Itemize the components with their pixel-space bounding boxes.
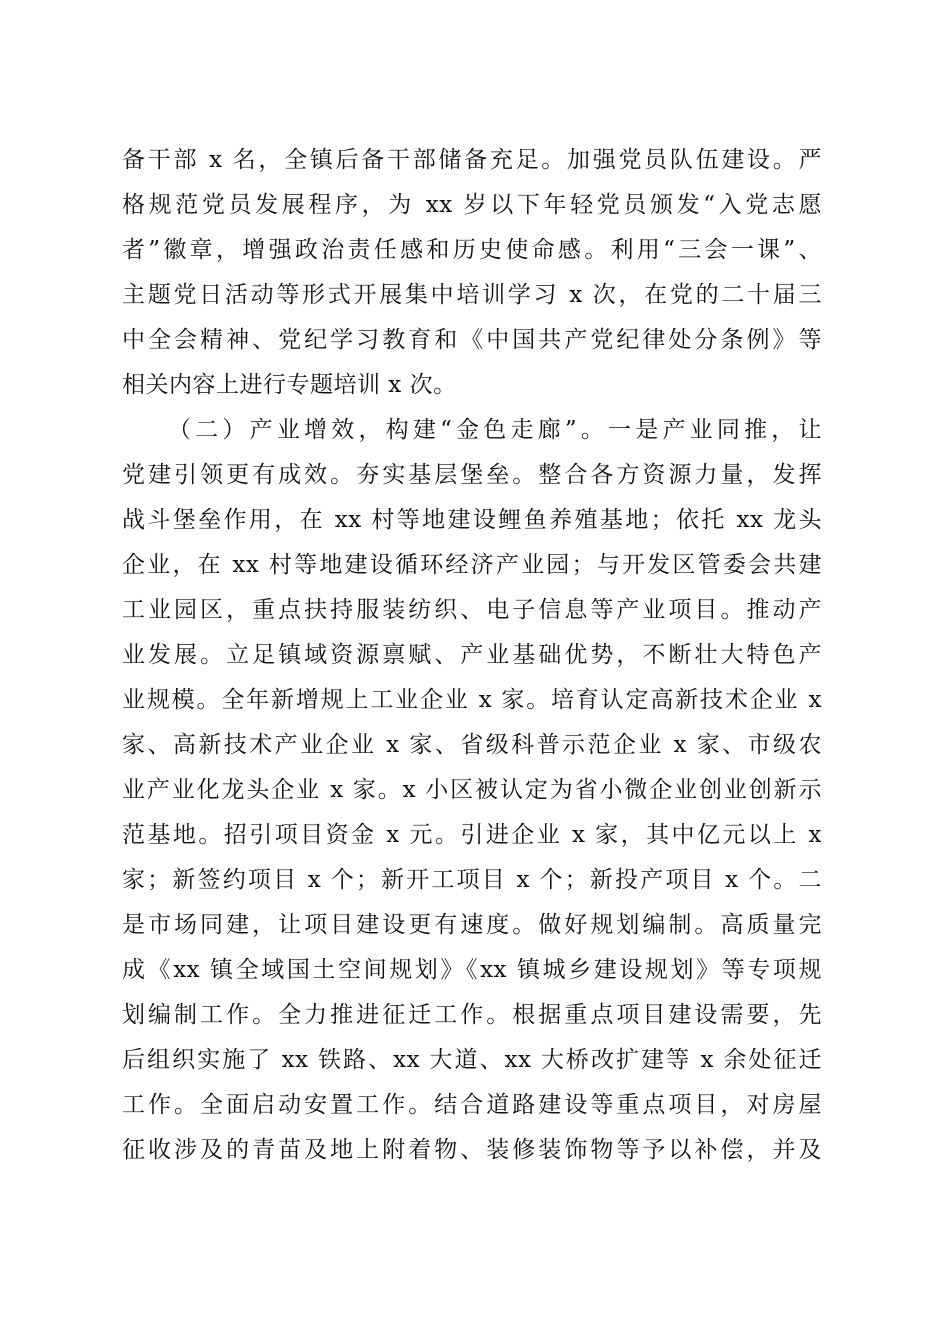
paragraph-line: 划编制工作。全力推进征迁工作。根据重点项目建设需要，先 [122,1002,822,1028]
paragraph-line: 中全会精神、党纪学习教育和《中国共产党纪律处分条例》等 [122,327,822,353]
paragraph-line: 业产业化龙头企业 x 家。x 小区被认定为省小微企业创业创新示 [122,777,822,803]
paragraph-line: 备干部 x 名，全镇后备干部储备充足。加强党员队伍建设。严 [122,147,822,173]
paragraph-line: 工作。全面启动安置工作。结合道路建设等重点项目，对房屋 [122,1092,822,1118]
paragraph-line: 相关内容上进行专题培训 x 次。 [122,372,457,398]
paragraph-line: 征收涉及的青苗及地上附着物、装修装饰物等予以补偿，并及 [122,1137,822,1163]
paragraph-line: 业规模。全年新增规上工业企业 x 家。培育认定高新技术企业 x [122,687,822,713]
paragraph-line: 成《xx 镇全域国土空间规划》《xx 镇城乡建设规划》等专项规 [122,957,822,983]
paragraph-line: 范基地。招引项目资金 x 元。引进企业 x 家，其中亿元以上 x [122,822,822,848]
paragraph-line: 是市场同建，让项目建设更有速度。做好规划编制。高质量完 [122,912,822,938]
paragraph-line: 党建引领更有成效。夯实基层堡垒。整合各方资源力量，发挥 [122,462,822,488]
section-heading-line: （二）产业增效，构建“金色走廊”。一是产业同推，让 [168,417,822,443]
paragraph-line: 者”徽章，增强政治责任感和历史使命感。利用“三会一课”、 [122,237,822,263]
paragraph-line: 战斗堡垒作用，在 xx 村等地建设鲤鱼养殖基地；依托 xx 龙头 [122,507,822,533]
paragraph-line: 工业园区，重点扶持服装纺织、电子信息等产业项目。推动产 [122,597,822,623]
paragraph-line: 企业，在 xx 村等地建设循环经济产业园；与开发区管委会共建 [122,552,822,578]
paragraph-line: 家、高新技术产业企业 x 家、省级科普示范企业 x 家、市级农 [122,732,822,758]
paragraph-line: 主题党日活动等形式开展集中培训学习 x 次，在党的二十届三 [122,282,822,308]
paragraph-line: 业发展。立足镇域资源禀赋、产业基础优势，不断壮大特色产 [122,642,822,668]
paragraph-line: 家；新签约项目 x 个；新开工项目 x 个；新投产项目 x 个。二 [122,867,822,893]
paragraph-line: 后组织实施了 xx 铁路、xx 大道、xx 大桥改扩建等 x 余处征迁 [122,1047,822,1073]
paragraph-line: 格规范党员发展程序，为 xx 岁以下年轻党员颁发“入党志愿 [122,192,822,218]
